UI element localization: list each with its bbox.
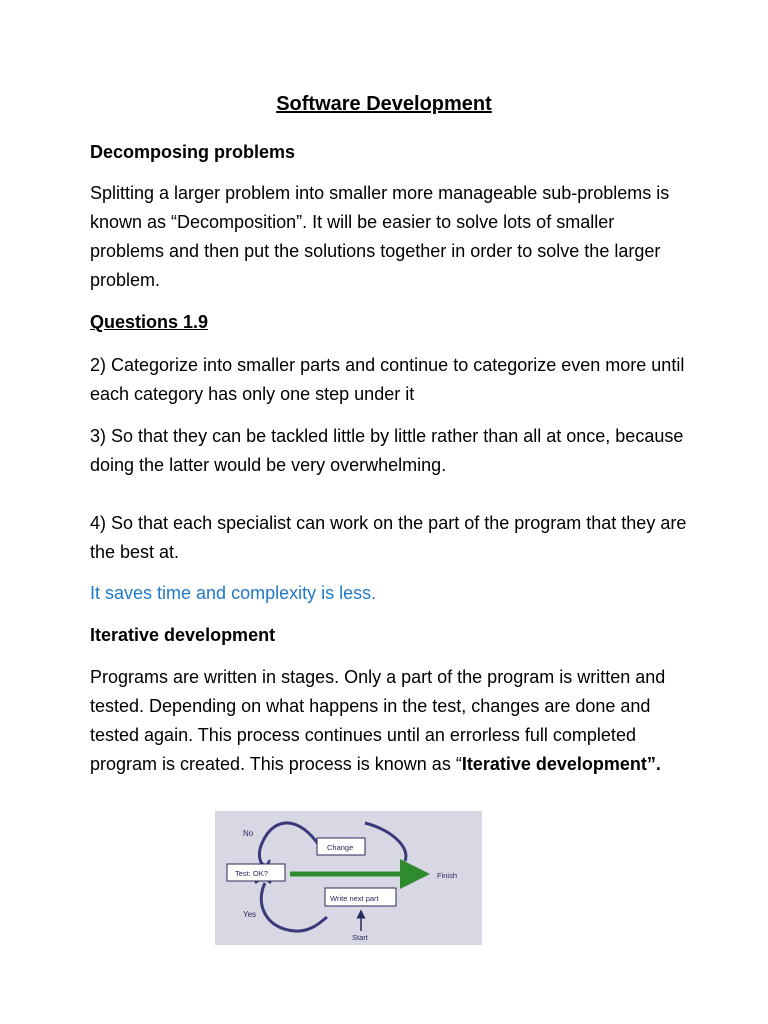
answer-4: 4) So that each specialist can work on the part of the program that they are the best at.: [90, 513, 687, 562]
finish-label: Finish: [437, 871, 458, 880]
section-heading-decomposing: Decomposing problems: [90, 142, 296, 162]
yes-label: Yes: [243, 910, 257, 919]
iterative-paragraph-bold: Iterative development”.: [461, 754, 661, 774]
section-heading-iterative: Iterative development: [90, 625, 276, 645]
change-label: Change: [327, 843, 354, 852]
page-title: Software Development: [276, 93, 492, 115]
no-loop-arrow: [259, 823, 320, 866]
yes-loop-arrow: [261, 883, 327, 931]
diagram-svg: [215, 811, 482, 945]
iterative-paragraph-text: Programs are written in stages. Only a part of the program is written and tested. Depending on what happens in the test, changes are done and tested again. This process continues until an errorless full completed program is created. This process is known as “: [90, 667, 666, 774]
iterative-paragraph: [90, 663, 690, 779]
change-loop-arrow: [365, 823, 406, 861]
blue-note: It saves time and complexity is less.: [90, 583, 377, 603]
test-label: Test: OK?: [235, 869, 268, 878]
answer-2: 2) Categorize into smaller parts and continue to categorize even more until each category has only one step under it: [90, 355, 685, 404]
decomposition-paragraph: Splitting a larger problem into smaller more manageable sub-problems is known as “Decomposition”. It will be easier to solve lots of smaller problems and then put the solutions together in order to solve the larger problem.: [90, 183, 670, 290]
iterative-development-diagram: [215, 811, 482, 945]
start-label: Start: [352, 933, 368, 942]
write-label: Write next part: [330, 894, 379, 903]
questions-heading: Questions 1.9: [90, 312, 209, 332]
answer-3: 3) So that they can be tackled little by little rather than all at once, because doing the latter would be very overwhelming.: [90, 426, 684, 475]
no-label: No: [243, 829, 254, 838]
